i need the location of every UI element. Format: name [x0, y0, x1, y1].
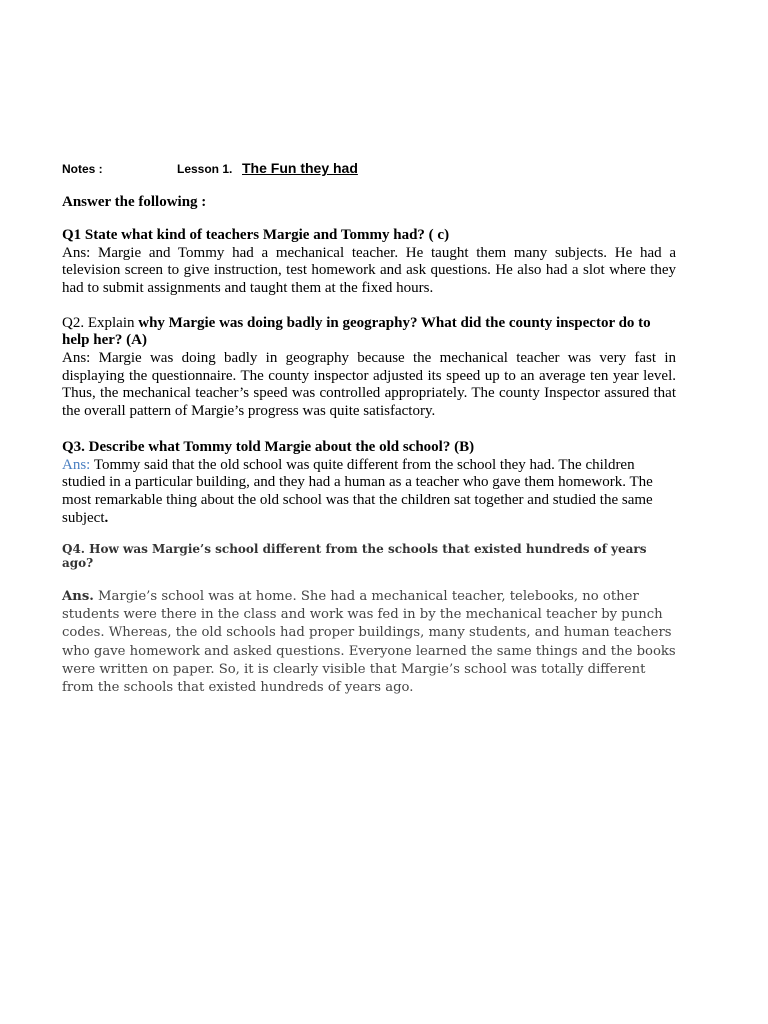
question-4 [62, 542, 676, 570]
question-3-block [62, 439, 676, 528]
answer-3-label: Ans: [62, 456, 91, 473]
answer-3 [62, 457, 676, 528]
answer-1: Ans: Margie and Tommy had a mechanical teacher. He taught them many subjects. He had a television screen to give instruction, test homework and ask questions. He also had a slot where they had to submit assignments and taught them at the fixed hours. [62, 244, 676, 297]
question-3: Q3. Describe what Tommy told Margie about the old school? (B) [62, 439, 475, 456]
answer-3-end: . [104, 509, 109, 526]
question-4-block [62, 542, 676, 698]
question-2-text: why Margie was doing badly in geography? What did the county inspector do to help her? (A) [62, 314, 651, 349]
answer-3-text: Tommy said that the old school was quite different from the school they had. The children studied in a particular building, and they had a human as a teacher who gave them homework. The most remarkable thing about the old school was that the children sat together and studied the same subject [62, 456, 653, 526]
answer-4-label: Ans. [62, 588, 94, 604]
question-2-prefix: Q2. Explain [62, 314, 139, 331]
answer-2: Ans: Margie was doing badly in geography because the mechanical teacher was very fast in displaying the questionnaire. The county inspector adjusted its speed up to an average ten year level. Thus, the mechanical teacher’s speed was controlled appropriately. The county Inspector assured that the overall pattern of Margie’s progress was quite satisfactory. [62, 349, 676, 420]
question-1: Q1 State what kind of teachers Margie and Tommy had? ( c) [62, 227, 450, 243]
question-2 [62, 315, 676, 350]
lesson-label: Lesson 1. [177, 162, 233, 176]
document-page [62, 160, 676, 698]
answer-4 [62, 588, 676, 698]
answer-4-text: Margie’s school was at home. She had a mechanical teacher, telebooks, no other students were there in the class and work was fed in by the mechanical teacher by punch codes. Whereas, the old schools had proper buildings, many students, and human teachers who gave homework and asked questions. Everyone learned the same things and the books were written on paper. So, it is clearly visible that Margie’s school was totally different from the schools that existed hundreds of years ago. [62, 588, 676, 696]
notes-label: Notes : [62, 162, 103, 176]
lesson-title: The Fun they had [242, 160, 358, 176]
question-4-num: Q4. [62, 541, 85, 556]
question-2-block [62, 315, 676, 421]
instruction: Answer the following : [62, 194, 207, 210]
question-4-text: How was Margie’s school different from the schools that existed hundreds of years ago? [62, 541, 647, 570]
question-1-block [62, 227, 676, 298]
header [62, 160, 676, 182]
